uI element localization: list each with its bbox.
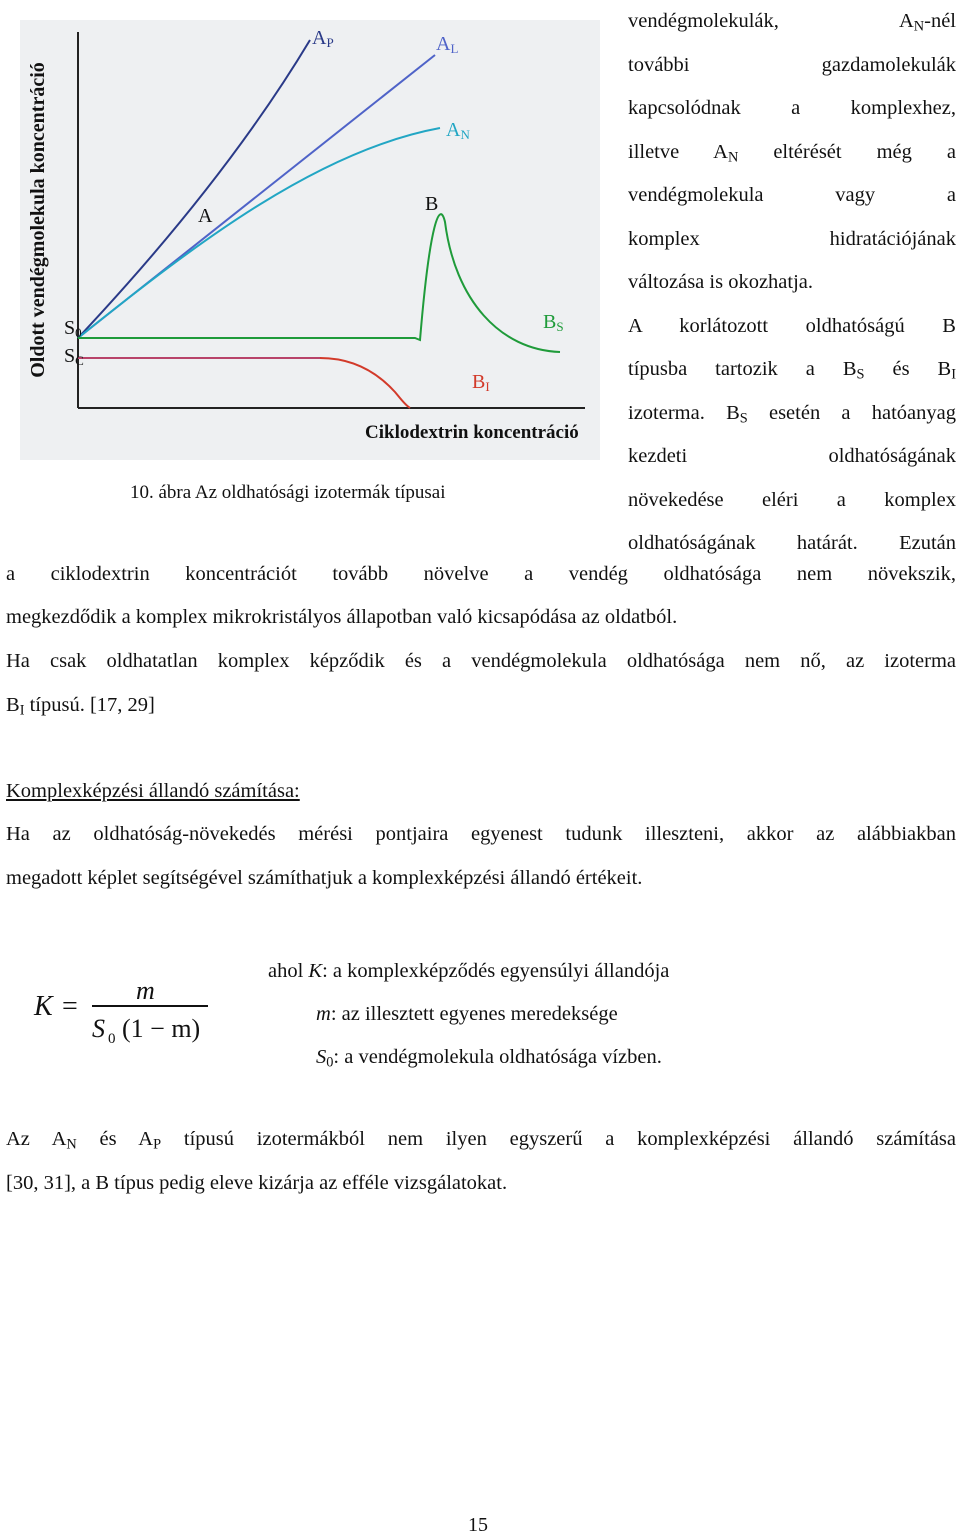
label-an: AN [446,119,470,142]
para2-line-1: Ha az oldhatóság-növekedés mérési pontjaira egyenest tudunk illeszteni, akkor az alábbiakban [6,823,956,845]
def-s0: $S_0$: a vendégmolekula oldhatósága vízben. [316,1046,662,1071]
rc-line-3: kapcsolódnak a komplexhez, [628,97,956,119]
rc-line-4: illetve $A_N$ eltérését még a [628,140,957,166]
para3-line-2: [30, 31], a B típus pedig eleve kizárja az efféle vizsgálatokat. [6,1172,508,1194]
rc-line-13: oldhatóságának határát. Ezután [628,532,956,554]
rc-line-10: izoterma. $B_S$ esetén a hatóanyag [628,401,957,427]
figure-background [20,20,600,460]
body-line-14: a ciklodextrin koncentrációt tovább növelve a vendég oldhatósága nem növekszik, [6,563,956,585]
rc-line-12: növekedése eléri a komplex [628,488,956,511]
label-ap: AP [312,27,334,50]
label-bi: BI [472,371,490,394]
formula-lhs: K [34,991,53,1022]
label-bs: BS [543,311,564,334]
label-sc: SC [64,345,84,368]
figure-caption: 10. ábra Az oldhatósági izotermák típusai [130,482,446,503]
right-column-text [628,0,956,566]
page-number: 15 [468,1514,488,1536]
rc-line-5: vendégmolekula vagy a [628,184,956,206]
rc-line-2: további gazdamolekulák [628,53,956,76]
formula-den-rest: (1 − m) [122,1014,201,1043]
complex-constant-formula [30,975,220,1050]
formula-eq: = [62,991,78,1022]
formula-den-sub: 0 [108,1031,116,1047]
label-a: A [198,205,213,227]
formula-definitions [268,950,669,1079]
rc-line-9: típusba tartozik a $B_S$ és $B_I$ [628,358,956,383]
formula-den-s: S [92,1014,105,1043]
para2-line-2: megadott képlet segítségével számíthatjuk a komplexképzési állandó értékeit. [6,867,643,889]
para3-line-1: Az $A_N$ és $A_P$ típusú izotermákból nem ilyen egyszerű a komplexképzési állandó számítása [6,1128,956,1153]
def-k: ahol K: a komplexképződés egyensúlyi állandója [268,960,670,982]
solubility-isotherm-figure [20,20,600,470]
rc-line-1: vendégmolekulák, $A_N$-nél [628,10,956,35]
rc-line-7: változása is okozhatja. [628,271,814,293]
body-line-17: $B_I$ típusú. [17, 29] [6,694,155,719]
def-m: m: az illesztett egyenes meredeksége [316,1003,618,1025]
label-s0: S0 [64,317,82,340]
y-axis-label: Oldott vendégmolekula koncentráció [27,62,49,378]
label-b: B [425,193,439,215]
formula-numerator: m [136,976,155,1005]
section-heading: Komplexképzési állandó számítása: [6,780,300,802]
body-line-16: Ha csak oldhatatlan komplex képződik és a vendégmolekula oldhatósága nem nő, az izoterma [6,650,956,672]
rc-line-8: A korlátozott oldhatóságú B [628,314,956,337]
rc-line-6: komplex hidratációjának [628,227,956,250]
body-line-15: megkezdődik a komplex mikrokristályos állapotban való kicsapódása az oldatból. [6,606,678,628]
x-axis-label: Ciklodextrin koncentráció [365,422,579,443]
rc-line-11: kezdeti oldhatóságának [628,445,956,467]
label-al: AL [436,33,459,56]
